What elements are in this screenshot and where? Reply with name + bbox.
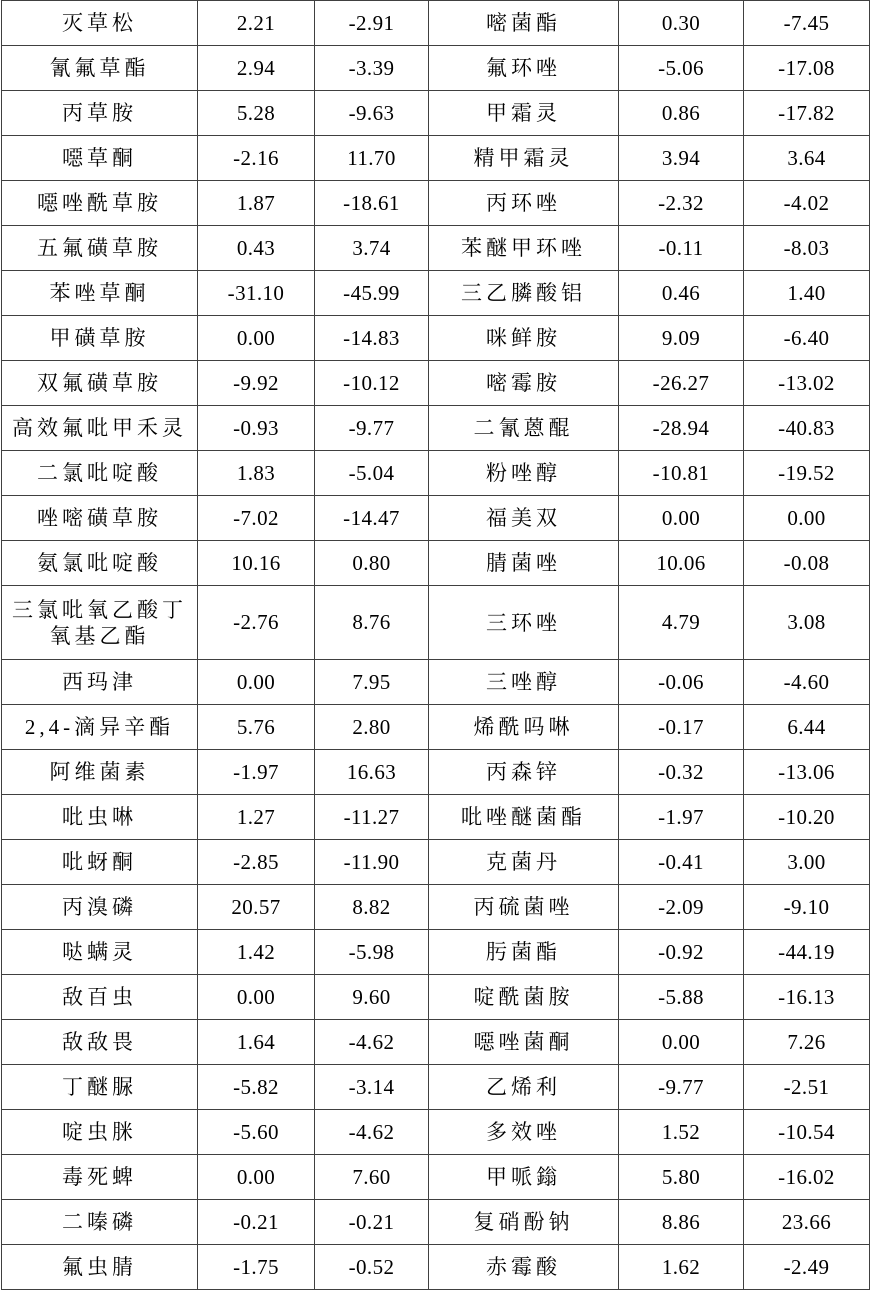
pesticide-name-cell: 赤霉酸 — [429, 1245, 619, 1290]
pesticide-name-cell: 嘧菌酯 — [429, 1, 619, 46]
value-cell: 11.70 — [315, 136, 429, 181]
table-row — [2, 586, 870, 660]
value-cell: 9.60 — [315, 975, 429, 1020]
value-cell: -45.99 — [315, 271, 429, 316]
value-cell: -9.77 — [315, 406, 429, 451]
value-cell: 20.57 — [198, 885, 315, 930]
pesticide-name-cell: 二嗪磷 — [2, 1200, 198, 1245]
pesticide-name-cell: 双氟磺草胺 — [2, 361, 198, 406]
pesticide-name-cell: 噁草酮 — [2, 136, 198, 181]
value-cell: -1.97 — [619, 795, 744, 840]
pesticide-name-cell: 丙溴磷 — [2, 885, 198, 930]
pesticide-name-cell: 丁醚脲 — [2, 1065, 198, 1110]
value-cell: -44.19 — [744, 930, 870, 975]
pesticide-name-cell: 敌敌畏 — [2, 1020, 198, 1065]
value-cell: -0.93 — [198, 406, 315, 451]
table-row — [2, 885, 870, 930]
value-cell: -14.83 — [315, 316, 429, 361]
value-cell: -19.52 — [744, 451, 870, 496]
value-cell: -5.60 — [198, 1110, 315, 1155]
value-cell: -5.82 — [198, 1065, 315, 1110]
value-cell: 6.44 — [744, 705, 870, 750]
pesticide-name-cell: 三氯吡氧乙酸丁氧基乙酯 — [2, 586, 198, 660]
table-row — [2, 271, 870, 316]
value-cell: -28.94 — [619, 406, 744, 451]
pesticide-name-cell: 五氟磺草胺 — [2, 226, 198, 271]
pesticide-name-cell: 吡蚜酮 — [2, 840, 198, 885]
pesticide-name-cell: 腈菌唑 — [429, 541, 619, 586]
value-cell: -16.02 — [744, 1155, 870, 1200]
value-cell: -31.10 — [198, 271, 315, 316]
value-cell: -6.40 — [744, 316, 870, 361]
pesticide-name-cell: 阿维菌素 — [2, 750, 198, 795]
value-cell: 0.80 — [315, 541, 429, 586]
value-cell: -0.11 — [619, 226, 744, 271]
value-cell: -13.02 — [744, 361, 870, 406]
pesticide-name-cell: 甲磺草胺 — [2, 316, 198, 361]
value-cell: -2.91 — [315, 1, 429, 46]
value-cell: 0.46 — [619, 271, 744, 316]
value-cell: -3.14 — [315, 1065, 429, 1110]
value-cell: 0.00 — [619, 1020, 744, 1065]
value-cell: 3.64 — [744, 136, 870, 181]
pesticide-name-cell: 甲哌鎓 — [429, 1155, 619, 1200]
value-cell: -17.08 — [744, 46, 870, 91]
value-cell: -40.83 — [744, 406, 870, 451]
value-cell: 2.94 — [198, 46, 315, 91]
value-cell: -0.21 — [198, 1200, 315, 1245]
table-row — [2, 361, 870, 406]
pesticide-name-cell: 高效氟吡甲禾灵 — [2, 406, 198, 451]
table-body — [2, 1, 870, 1290]
table-row — [2, 496, 870, 541]
value-cell: -10.12 — [315, 361, 429, 406]
value-cell: -0.17 — [619, 705, 744, 750]
value-cell: 8.82 — [315, 885, 429, 930]
table-row — [2, 46, 870, 91]
value-cell: 2.80 — [315, 705, 429, 750]
pesticide-name-cell: 灭草松 — [2, 1, 198, 46]
value-cell: 10.16 — [198, 541, 315, 586]
table-row — [2, 541, 870, 586]
pesticide-name-cell: 烯酰吗啉 — [429, 705, 619, 750]
pesticide-name-cell: 啶酰菌胺 — [429, 975, 619, 1020]
value-cell: 1.83 — [198, 451, 315, 496]
value-cell: -10.20 — [744, 795, 870, 840]
table-row — [2, 406, 870, 451]
value-cell: 0.00 — [198, 975, 315, 1020]
value-cell: 8.76 — [315, 586, 429, 660]
value-cell: -4.60 — [744, 660, 870, 705]
value-cell: 1.27 — [198, 795, 315, 840]
pesticide-name-cell: 噁唑菌酮 — [429, 1020, 619, 1065]
value-cell: -0.92 — [619, 930, 744, 975]
value-cell: -4.62 — [315, 1110, 429, 1155]
pesticide-name-cell: 2,4-滴异辛酯 — [2, 705, 198, 750]
value-cell: 8.86 — [619, 1200, 744, 1245]
table-row — [2, 181, 870, 226]
pesticide-name-cell: 三环唑 — [429, 586, 619, 660]
pesticide-name-cell: 氰氟草酯 — [2, 46, 198, 91]
value-cell: 23.66 — [744, 1200, 870, 1245]
value-cell: 2.21 — [198, 1, 315, 46]
pesticide-name-cell: 唑嘧磺草胺 — [2, 496, 198, 541]
value-cell: 0.00 — [744, 496, 870, 541]
value-cell: -10.54 — [744, 1110, 870, 1155]
pesticide-name-cell: 精甲霜灵 — [429, 136, 619, 181]
pesticide-name-cell: 三唑醇 — [429, 660, 619, 705]
value-cell: 3.08 — [744, 586, 870, 660]
pesticide-name-cell: 福美双 — [429, 496, 619, 541]
value-cell: -2.09 — [619, 885, 744, 930]
pesticide-name-cell: 三乙膦酸铝 — [429, 271, 619, 316]
value-cell: -0.06 — [619, 660, 744, 705]
pesticide-name-cell: 咪鲜胺 — [429, 316, 619, 361]
pesticide-name-cell: 乙烯利 — [429, 1065, 619, 1110]
table-row — [2, 795, 870, 840]
value-cell: -26.27 — [619, 361, 744, 406]
value-cell: -2.85 — [198, 840, 315, 885]
pesticide-name-cell: 嘧霉胺 — [429, 361, 619, 406]
value-cell: -11.27 — [315, 795, 429, 840]
table-row — [2, 226, 870, 271]
value-cell: -17.82 — [744, 91, 870, 136]
value-cell: -4.62 — [315, 1020, 429, 1065]
table-row — [2, 1065, 870, 1110]
pesticide-name-cell: 甲霜灵 — [429, 91, 619, 136]
value-cell: 9.09 — [619, 316, 744, 361]
table-row — [2, 1, 870, 46]
pesticide-name-cell: 丙环唑 — [429, 181, 619, 226]
value-cell: -16.13 — [744, 975, 870, 1020]
value-cell: 0.43 — [198, 226, 315, 271]
pesticide-name-cell: 吡唑醚菌酯 — [429, 795, 619, 840]
table-row — [2, 1110, 870, 1155]
value-cell: -0.08 — [744, 541, 870, 586]
pesticide-name-cell: 二氰蒽醌 — [429, 406, 619, 451]
table-row — [2, 1020, 870, 1065]
pesticide-name-cell: 丙森锌 — [429, 750, 619, 795]
value-cell: 1.64 — [198, 1020, 315, 1065]
pesticide-name-cell: 吡虫啉 — [2, 795, 198, 840]
pesticide-name-cell: 丙硫菌唑 — [429, 885, 619, 930]
value-cell: 7.95 — [315, 660, 429, 705]
value-cell: 5.80 — [619, 1155, 744, 1200]
value-cell: -0.52 — [315, 1245, 429, 1290]
value-cell: -7.02 — [198, 496, 315, 541]
value-cell: -1.75 — [198, 1245, 315, 1290]
value-cell: -0.32 — [619, 750, 744, 795]
table-row — [2, 136, 870, 181]
value-cell: -5.88 — [619, 975, 744, 1020]
pesticide-name-cell: 苯醚甲环唑 — [429, 226, 619, 271]
table-row — [2, 660, 870, 705]
table-row — [2, 840, 870, 885]
table-row — [2, 451, 870, 496]
value-cell: -2.16 — [198, 136, 315, 181]
table-row — [2, 1200, 870, 1245]
pesticide-name-cell: 氨氯吡啶酸 — [2, 541, 198, 586]
value-cell: 0.30 — [619, 1, 744, 46]
value-cell: -8.03 — [744, 226, 870, 271]
value-cell: 3.94 — [619, 136, 744, 181]
value-cell: 1.42 — [198, 930, 315, 975]
table-row — [2, 316, 870, 361]
value-cell: 0.00 — [619, 496, 744, 541]
value-cell: -10.81 — [619, 451, 744, 496]
pesticide-name-cell: 啶虫脒 — [2, 1110, 198, 1155]
value-cell: 3.00 — [744, 840, 870, 885]
pesticide-name-cell: 敌百虫 — [2, 975, 198, 1020]
value-cell: -9.77 — [619, 1065, 744, 1110]
pesticide-name-cell: 氟虫腈 — [2, 1245, 198, 1290]
value-cell: -5.98 — [315, 930, 429, 975]
value-cell: -5.04 — [315, 451, 429, 496]
table-row — [2, 975, 870, 1020]
value-cell: 7.26 — [744, 1020, 870, 1065]
pesticide-name-cell: 肟菌酯 — [429, 930, 619, 975]
pesticide-table — [1, 0, 870, 1290]
value-cell: 5.76 — [198, 705, 315, 750]
value-cell: 1.40 — [744, 271, 870, 316]
value-cell: -2.51 — [744, 1065, 870, 1110]
value-cell: -9.10 — [744, 885, 870, 930]
value-cell: -7.45 — [744, 1, 870, 46]
pesticide-name-cell: 苯唑草酮 — [2, 271, 198, 316]
pesticide-name-cell: 毒死蜱 — [2, 1155, 198, 1200]
value-cell: 10.06 — [619, 541, 744, 586]
pesticide-name-cell: 噁唑酰草胺 — [2, 181, 198, 226]
value-cell: 7.60 — [315, 1155, 429, 1200]
pesticide-name-cell: 复硝酚钠 — [429, 1200, 619, 1245]
pesticide-name-cell: 丙草胺 — [2, 91, 198, 136]
table-row — [2, 705, 870, 750]
value-cell: 1.87 — [198, 181, 315, 226]
value-cell: 0.86 — [619, 91, 744, 136]
value-cell: -11.90 — [315, 840, 429, 885]
value-cell: -18.61 — [315, 181, 429, 226]
value-cell: -9.63 — [315, 91, 429, 136]
pesticide-name-cell: 西玛津 — [2, 660, 198, 705]
value-cell: 4.79 — [619, 586, 744, 660]
value-cell: -13.06 — [744, 750, 870, 795]
value-cell: -2.49 — [744, 1245, 870, 1290]
value-cell: -14.47 — [315, 496, 429, 541]
value-cell: 1.62 — [619, 1245, 744, 1290]
value-cell: -2.76 — [198, 586, 315, 660]
value-cell: -2.32 — [619, 181, 744, 226]
value-cell: 5.28 — [198, 91, 315, 136]
value-cell: 0.00 — [198, 660, 315, 705]
table-row — [2, 1155, 870, 1200]
pesticide-name-cell: 二氯吡啶酸 — [2, 451, 198, 496]
table-row — [2, 750, 870, 795]
value-cell: 3.74 — [315, 226, 429, 271]
pesticide-name-cell: 氟环唑 — [429, 46, 619, 91]
value-cell: -5.06 — [619, 46, 744, 91]
value-cell: -9.92 — [198, 361, 315, 406]
pesticide-name-cell: 多效唑 — [429, 1110, 619, 1155]
value-cell: -4.02 — [744, 181, 870, 226]
table-row — [2, 930, 870, 975]
pesticide-name-cell: 克菌丹 — [429, 840, 619, 885]
value-cell: 0.00 — [198, 316, 315, 361]
value-cell: -1.97 — [198, 750, 315, 795]
value-cell: 0.00 — [198, 1155, 315, 1200]
value-cell: 1.52 — [619, 1110, 744, 1155]
value-cell: 16.63 — [315, 750, 429, 795]
pesticide-name-cell: 哒螨灵 — [2, 930, 198, 975]
value-cell: -0.21 — [315, 1200, 429, 1245]
value-cell: -3.39 — [315, 46, 429, 91]
value-cell: -0.41 — [619, 840, 744, 885]
pesticide-name-cell: 粉唑醇 — [429, 451, 619, 496]
table-row — [2, 91, 870, 136]
table-row — [2, 1245, 870, 1290]
